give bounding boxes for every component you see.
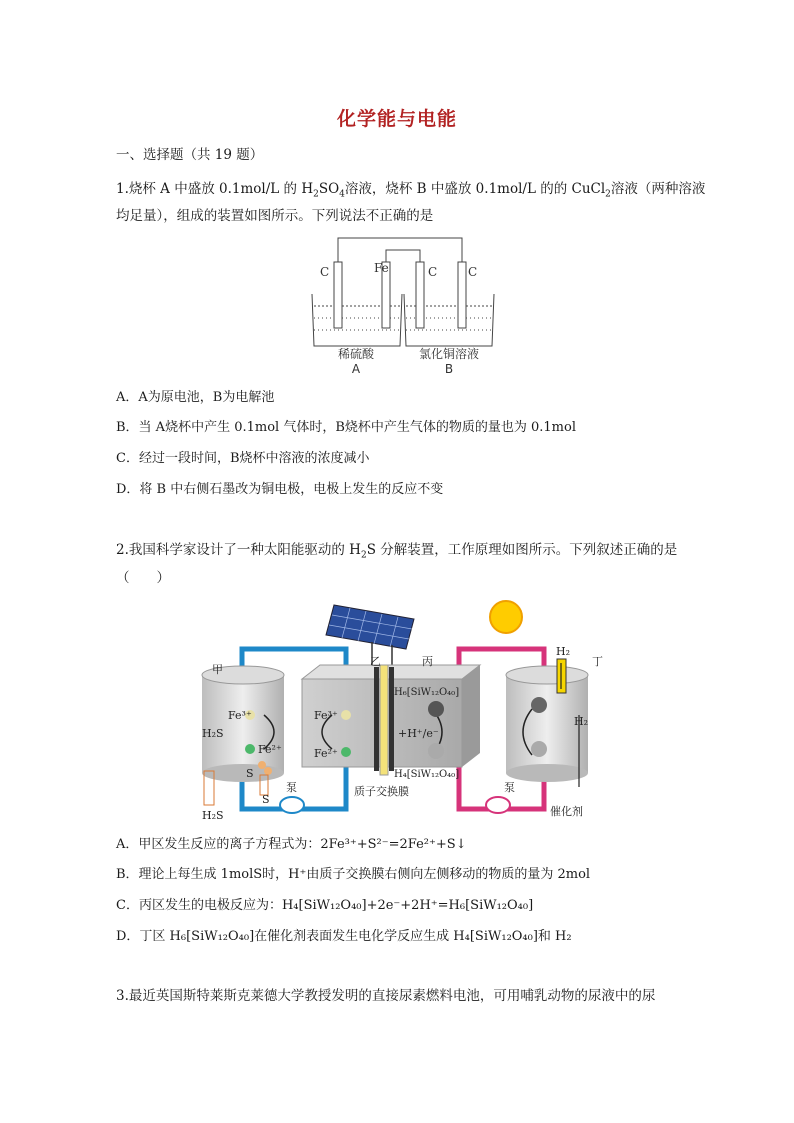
- q3-stem-line1: 3.最近英国斯特莱斯克莱德大学教授发明的直接尿素燃料电池，可用哺乳动物的尿液中的尿: [116, 988, 656, 1004]
- q1-text-d: 溶液（两种溶液: [610, 181, 706, 197]
- q2-option-a: A．甲区发生反应的离子方程式为：2Fe³⁺+S²⁻=2Fe²⁺+S↓: [116, 837, 467, 852]
- q1-option-d: D．将 B 中右侧石墨改为铜电极，电极上发生的反应不变: [116, 482, 444, 497]
- electrode-label: Fe: [374, 261, 389, 275]
- species-label: H₆[SiW₁₂O₄₀]: [394, 687, 460, 698]
- q1-text-a: 1.烧杯 A 中盛放 0.1mol/L 的 H: [116, 181, 314, 197]
- electrode-label: C: [320, 265, 330, 279]
- gas-label: H₂: [574, 715, 589, 728]
- q1-stem-line2: 均足量），组成的装置如图所示。下列说法不正确的是: [116, 208, 434, 224]
- q1-stem-line1: [116, 179, 705, 199]
- zone-label: 丁: [592, 655, 603, 668]
- membrane-label: 质子交换膜: [354, 785, 409, 798]
- electrode-label: C: [468, 265, 478, 279]
- species-label: H₄[SiW₁₂O₄₀]: [394, 769, 460, 780]
- q1-text-b: SO: [318, 181, 340, 197]
- pump-label: 泵: [286, 781, 297, 794]
- q2-option-b: B．理论上每生成 1molS时，H⁺由质子交换膜右侧向左侧移动的物质的量为 2mol: [116, 867, 591, 882]
- zone-label: 甲: [212, 663, 223, 676]
- q1-sub: 2: [313, 189, 319, 200]
- q2-stem-line2: （ ）: [116, 570, 170, 586]
- sun-icon: [490, 601, 522, 633]
- q2-option-d: D．丁区 H₆[SiW₁₂O₄₀]在催化剂表面发生电化学反应生成 H₄[SiW₁₂O₄₀]和 H₂: [116, 929, 572, 944]
- electrode-label: C: [428, 265, 438, 279]
- zone-label: 乙: [370, 655, 381, 668]
- q1-text-c: 溶液，烧杯 B 中盛放 0.1mol/L 的的 CuCl: [344, 181, 606, 197]
- q1-option-b: B．当 A烧杯中产生 0.1mol 气体时，B烧杯中产生气体的物质的量也为 0.1mol: [116, 420, 576, 435]
- q1-sub: 2: [605, 189, 611, 200]
- product-label: S: [246, 767, 254, 780]
- gas-label: H₂: [556, 645, 571, 658]
- section-heading: 一、选择题（共 19 题）: [116, 147, 264, 163]
- q2-stem-line1: [116, 540, 677, 560]
- beaker-b-label: B: [444, 362, 454, 376]
- q1-option-c: C．经过一段时间，B烧杯中溶液的浓度减小: [116, 451, 370, 466]
- q1-option-a: A．A为原电池，B为电解池: [116, 390, 275, 405]
- reagent-label: H₂S: [202, 809, 224, 819]
- q2-sub: 2: [360, 550, 367, 561]
- reagent-label: H₂S: [202, 727, 224, 740]
- q2-text-a: 2.我国科学家设计了一种太阳能驱动的 H: [116, 542, 361, 558]
- beaker-b-solution: 氯化铜溶液: [418, 347, 480, 361]
- ion-transfer-label: +H⁺/e⁻: [398, 727, 439, 740]
- q2-text-b: S 分解装置，工作原理如图所示。下列叙述正确的是: [366, 542, 678, 558]
- beaker-a-label: A: [351, 362, 361, 376]
- q2-option-c: C．丙区发生的电极反应为：H₄[SiW₁₂O₄₀]+2e⁻+2H⁺=H₆[SiW₁₂O₄₀]: [116, 898, 534, 913]
- ion-label: Fe²⁺: [258, 743, 282, 756]
- ion-label: Fe³⁺: [228, 709, 252, 722]
- product-label: S: [262, 793, 270, 806]
- q2-h2s-decomposition-figure: [194, 597, 614, 819]
- ion-label: Fe³⁺: [314, 709, 338, 722]
- q1-sub: 4: [339, 189, 345, 200]
- pump-label: 泵: [504, 781, 515, 794]
- zone-label: 丙: [422, 655, 433, 668]
- page-title: 化学能与电能: [336, 108, 457, 130]
- beaker-a-solution: 稀硫酸: [337, 347, 375, 361]
- ion-label: Fe²⁺: [314, 747, 338, 760]
- q1-beaker-figure: [308, 234, 498, 376]
- catalyst-label: 催化剂: [550, 805, 583, 818]
